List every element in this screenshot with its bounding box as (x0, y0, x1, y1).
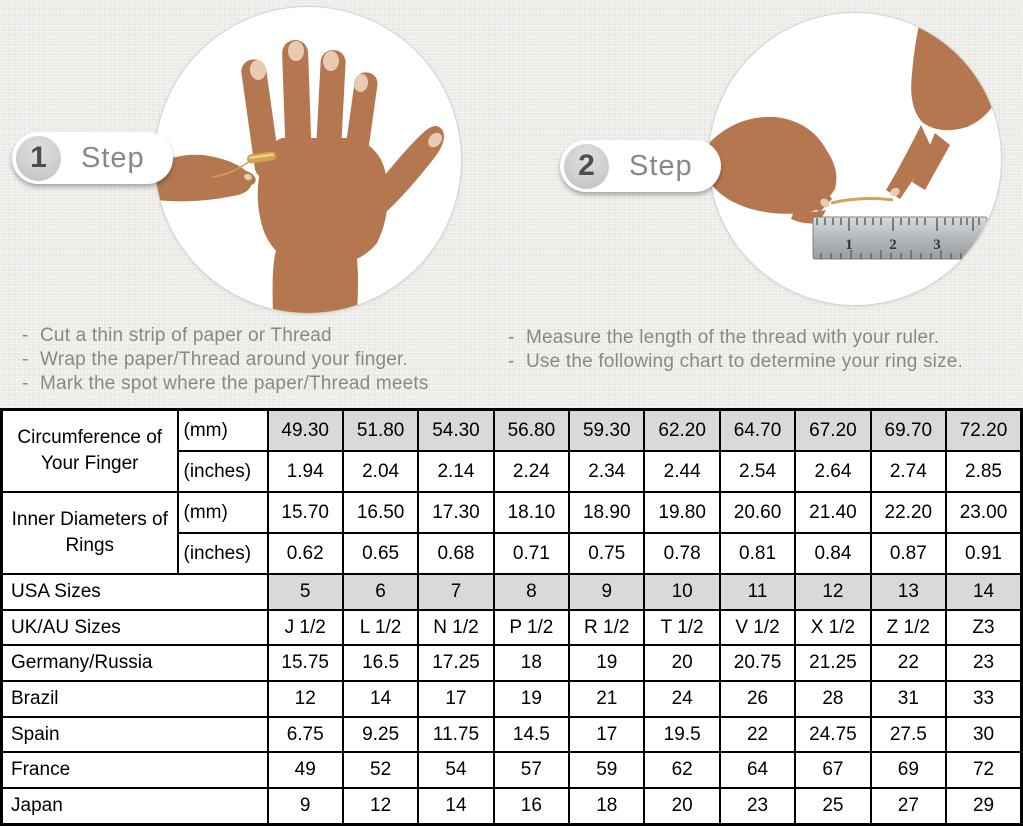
instruction-text: Wrap the paper/Thread around your finger. (40, 349, 409, 370)
size-value-cell: 26 (720, 681, 795, 717)
size-value-cell: 57 (494, 752, 569, 788)
size-value-cell: L 1/2 (343, 610, 418, 646)
instruction-line (22, 324, 429, 348)
size-value-cell: 0.62 (268, 533, 343, 574)
size-value-cell: 21.40 (795, 492, 870, 533)
size-value-cell: 28 (795, 681, 870, 717)
ruler (813, 217, 987, 259)
instruction-text: Measure the length of the thread with your ruler. (526, 327, 940, 348)
size-value-cell: 0.71 (494, 533, 569, 574)
size-value-cell: 19.5 (644, 717, 719, 753)
size-value-cell: 6.75 (268, 717, 343, 753)
size-value-cell: 31 (871, 681, 946, 717)
size-value-cell: X 1/2 (795, 610, 870, 646)
size-value-cell: J 1/2 (268, 610, 343, 646)
step1-badge (12, 132, 173, 184)
size-value-cell: 17 (569, 717, 644, 753)
size-value-cell: 29 (946, 788, 1021, 824)
size-value-cell: 27.5 (871, 717, 946, 753)
row-group-label: Circumference of Your Finger (2, 410, 178, 493)
size-value-cell: P 1/2 (494, 610, 569, 646)
row-label: UK/AU Sizes (2, 610, 268, 646)
size-value-cell: 20 (644, 645, 719, 681)
size-value-cell: 6 (343, 574, 418, 610)
measuring-thread-illustration (709, 13, 1001, 305)
step2-number: 2 (564, 144, 609, 189)
size-value-cell: 0.78 (644, 533, 719, 574)
instructions-section (0, 0, 1023, 408)
size-value-cell: R 1/2 (569, 610, 644, 646)
size-value-cell: 17.25 (418, 645, 493, 681)
row-label: France (2, 752, 268, 788)
size-value-cell: 16 (494, 788, 569, 824)
table-row (2, 717, 1022, 753)
bullet-dash: - (22, 325, 29, 346)
size-value-cell: 18.10 (494, 492, 569, 533)
size-value-cell: V 1/2 (720, 610, 795, 646)
size-value-cell: 5 (268, 574, 343, 610)
row-label: USA Sizes (2, 574, 268, 610)
size-value-cell: 15.75 (268, 645, 343, 681)
instruction-text: Cut a thin strip of paper or Thread (40, 325, 332, 346)
size-value-cell: 19 (494, 681, 569, 717)
size-value-cell: 22 (871, 645, 946, 681)
size-value-cell: 19.80 (644, 492, 719, 533)
instruction-line (22, 372, 429, 396)
size-value-cell: 2.64 (795, 451, 870, 492)
size-value-cell: 64 (720, 752, 795, 788)
size-value-cell: 0.91 (946, 533, 1021, 574)
size-value-cell: 12 (268, 681, 343, 717)
size-value-cell: 64.70 (720, 410, 795, 452)
size-value-cell: 2.24 (494, 451, 569, 492)
unit-label: (inches) (178, 451, 268, 492)
table-row (2, 574, 1022, 610)
row-label: Spain (2, 717, 268, 753)
unit-label: (inches) (178, 533, 268, 574)
size-value-cell: 12 (795, 574, 870, 610)
size-value-cell: 33 (946, 681, 1021, 717)
instruction-text: Use the following chart to determine your ring size. (526, 351, 964, 372)
size-value-cell: 9 (569, 574, 644, 610)
ruler-number-1: 1 (845, 237, 853, 253)
size-value-cell: 9.25 (343, 717, 418, 753)
size-value-cell: 8 (494, 574, 569, 610)
size-value-cell: 30 (946, 717, 1021, 753)
instruction-text: Mark the spot where the paper/Thread meets (40, 373, 429, 394)
table-row (2, 752, 1022, 788)
size-value-cell: 72 (946, 752, 1021, 788)
size-value-cell: 14 (343, 681, 418, 717)
size-value-cell: 59.30 (569, 410, 644, 452)
bullet-dash: - (508, 327, 515, 348)
size-value-cell: 17 (418, 681, 493, 717)
size-value-cell: 0.68 (418, 533, 493, 574)
size-value-cell: Z 1/2 (871, 610, 946, 646)
row-label: Japan (2, 788, 268, 824)
size-value-cell: 7 (418, 574, 493, 610)
right-hand (911, 13, 1001, 130)
size-value-cell: 21 (569, 681, 644, 717)
size-value-cell: N 1/2 (418, 610, 493, 646)
size-value-cell: 54.30 (418, 410, 493, 452)
size-value-cell: 67 (795, 752, 870, 788)
size-value-cell: 54 (418, 752, 493, 788)
size-value-cell: 69.70 (871, 410, 946, 452)
size-value-cell: 2.44 (644, 451, 719, 492)
step2-instructions (508, 326, 963, 374)
row-label: Germany/Russia (2, 645, 268, 681)
bullet-dash: - (508, 351, 515, 372)
size-value-cell: 67.20 (795, 410, 870, 452)
size-value-cell: 2.85 (946, 451, 1021, 492)
table-row (2, 492, 1022, 533)
step2-label: Step (629, 149, 693, 182)
step2-badge (560, 140, 721, 192)
size-value-cell: 69 (871, 752, 946, 788)
instruction-line (22, 348, 429, 372)
size-value-cell: 27 (871, 788, 946, 824)
size-value-cell: 14.5 (494, 717, 569, 753)
size-value-cell: 2.74 (871, 451, 946, 492)
table-row (2, 610, 1022, 646)
size-value-cell: 20 (644, 788, 719, 824)
instruction-line (508, 326, 963, 350)
size-value-cell: 18.90 (569, 492, 644, 533)
size-value-cell: 0.65 (343, 533, 418, 574)
size-value-cell: 16.5 (343, 645, 418, 681)
hand-with-ring-illustration (155, 7, 461, 313)
size-value-cell: 25 (795, 788, 870, 824)
step1-hand-photo (154, 6, 462, 314)
step1-label: Step (81, 141, 145, 174)
size-value-cell: 15.70 (268, 492, 343, 533)
size-value-cell: 12 (343, 788, 418, 824)
size-value-cell: 16.50 (343, 492, 418, 533)
size-value-cell: 24.75 (795, 717, 870, 753)
size-value-cell: 0.87 (871, 533, 946, 574)
size-value-cell: 9 (268, 788, 343, 824)
size-value-cell: 0.81 (720, 533, 795, 574)
size-value-cell: 24 (644, 681, 719, 717)
size-value-cell: 59 (569, 752, 644, 788)
size-value-cell: 49 (268, 752, 343, 788)
size-value-cell: 0.75 (569, 533, 644, 574)
ring-size-table-body (2, 410, 1022, 825)
size-value-cell: 13 (871, 574, 946, 610)
size-value-cell: 10 (644, 574, 719, 610)
step1-instructions (22, 324, 429, 396)
size-value-cell: 2.14 (418, 451, 493, 492)
size-value-cell: 2.04 (343, 451, 418, 492)
size-value-cell: 14 (946, 574, 1021, 610)
size-value-cell: 14 (418, 788, 493, 824)
size-value-cell: 56.80 (494, 410, 569, 452)
step2-ruler-photo (708, 12, 1002, 306)
size-value-cell: 23.00 (946, 492, 1021, 533)
step1-number: 1 (16, 136, 61, 181)
unit-label: (mm) (178, 492, 268, 533)
ruler-number-2: 2 (889, 237, 897, 253)
size-value-cell: 1.94 (268, 451, 343, 492)
table-row (2, 410, 1022, 452)
size-value-cell: 20.75 (720, 645, 795, 681)
size-value-cell: T 1/2 (644, 610, 719, 646)
size-value-cell: 20.60 (720, 492, 795, 533)
table-row (2, 788, 1022, 824)
size-value-cell: 62.20 (644, 410, 719, 452)
bullet-dash: - (22, 373, 29, 394)
ring-size-table (0, 408, 1023, 826)
size-value-cell: 23 (720, 788, 795, 824)
size-value-cell: 49.30 (268, 410, 343, 452)
size-value-cell: 2.34 (569, 451, 644, 492)
ruler-number-3: 3 (933, 237, 941, 253)
row-group-label: Inner Diameters of Rings (2, 492, 178, 574)
row-label: Brazil (2, 681, 268, 717)
size-value-cell: 52 (343, 752, 418, 788)
size-value-cell: 11.75 (418, 717, 493, 753)
size-value-cell: 23 (946, 645, 1021, 681)
size-value-cell: 17.30 (418, 492, 493, 533)
size-value-cell: 22.20 (871, 492, 946, 533)
size-value-cell: 51.80 (343, 410, 418, 452)
size-value-cell: Z3 (946, 610, 1021, 646)
thread (831, 199, 893, 203)
nail (288, 41, 304, 61)
bullet-dash: - (22, 349, 29, 370)
size-value-cell: 11 (720, 574, 795, 610)
size-value-cell: 0.84 (795, 533, 870, 574)
table-row (2, 645, 1022, 681)
size-value-cell: 19 (569, 645, 644, 681)
size-value-cell: 18 (569, 788, 644, 824)
size-value-cell: 62 (644, 752, 719, 788)
size-value-cell: 21.25 (795, 645, 870, 681)
size-value-cell: 22 (720, 717, 795, 753)
unit-label: (mm) (178, 410, 268, 452)
instruction-line (508, 350, 963, 374)
size-value-cell: 2.54 (720, 451, 795, 492)
size-value-cell: 18 (494, 645, 569, 681)
size-value-cell: 72.20 (946, 410, 1021, 452)
table-row (2, 681, 1022, 717)
